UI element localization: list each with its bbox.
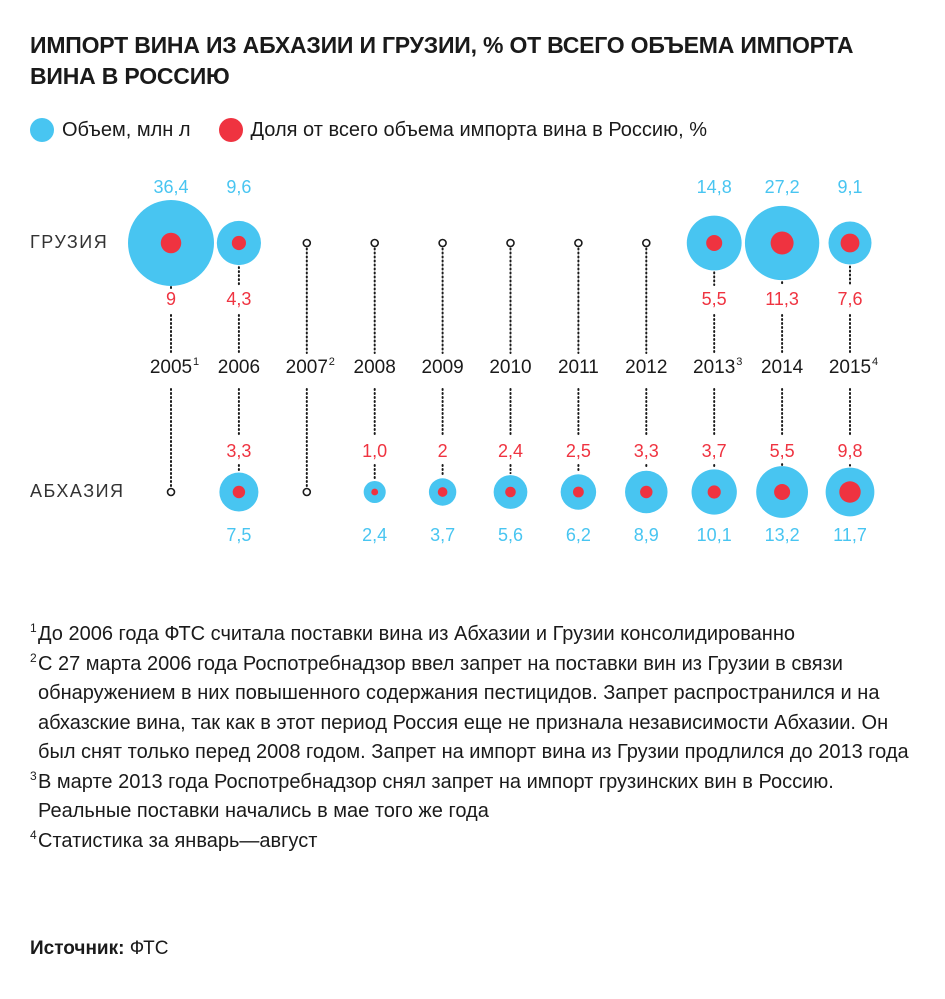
footnote-1-text: До 2006 года ФТС считала поставки вина из Абхазии и Грузии консолидированно: [38, 623, 795, 645]
share-bubble: [706, 235, 722, 251]
footnote-2: [30, 650, 910, 768]
footnote-4-number: 4: [30, 827, 37, 842]
volume-value-label: 36,4: [153, 177, 189, 197]
share-bubble: [774, 484, 790, 500]
volume-value-label: 3,7: [430, 525, 456, 545]
legend-volume-swatch: [30, 118, 54, 142]
chart-title: ИМПОРТ ВИНА ИЗ АБХАЗИИ И ГРУЗИИ, % ОТ ВСЕГО ОБЪЕМА ИМПОРТА ВИНА В РОССИЮ: [30, 32, 854, 89]
share-bubble: [771, 232, 794, 255]
volume-value-label: 9,6: [226, 177, 252, 197]
empty-marker: [575, 240, 582, 247]
year-footnote-mark: 2: [328, 356, 335, 368]
volume-value-label: 5,6: [497, 525, 524, 545]
legend: [30, 118, 735, 142]
share-bubble: [161, 233, 182, 254]
share-value-label: 11,3: [765, 289, 799, 309]
volume-value-label: 9,1: [837, 177, 863, 197]
footnote-4: [30, 827, 910, 857]
year-label: 2006: [217, 357, 261, 378]
year-label: 2005: [149, 357, 193, 378]
share-value-label: 2,5: [565, 441, 591, 461]
share-bubble: [505, 487, 516, 498]
volume-value-label: 14,8: [696, 177, 732, 197]
year-label: 2012: [625, 357, 668, 378]
share-bubble: [438, 487, 448, 497]
empty-marker: [303, 489, 310, 496]
share-value-label: 9,8: [837, 441, 863, 461]
footnote-1: [30, 620, 910, 650]
share-value-label: 9: [165, 289, 177, 309]
volume-value-label: 2,4: [362, 525, 388, 545]
source: [30, 938, 168, 960]
empty-marker: [371, 240, 378, 247]
volume-value-label: 27,2: [764, 177, 800, 197]
volume-value-label: 8,9: [633, 525, 659, 545]
share-value-label: 2: [437, 441, 448, 461]
legend-item-volume: [30, 118, 191, 142]
empty-marker: [643, 240, 650, 247]
share-bubble: [573, 487, 584, 498]
share-bubble: [839, 481, 860, 502]
legend-share-swatch: [219, 118, 243, 142]
footnote-3-number: 3: [30, 768, 37, 783]
footnote-3-text: В марте 2013 года Роспотребнадзор снял запрет на импорт грузинских вин в Россию. Реальные поставки начались в мае того же года: [38, 770, 834, 822]
year-label: 2015: [828, 357, 872, 378]
bubble-chart: [0, 165, 945, 585]
share-value-label: 5,5: [701, 289, 727, 309]
share-value-label: 2,4: [497, 441, 524, 461]
volume-value-label: 10,1: [696, 525, 732, 545]
year-label: 2011: [557, 357, 599, 378]
footnote-1-number: 1: [30, 621, 37, 635]
empty-marker: [507, 240, 514, 247]
year-footnote-mark: 3: [736, 356, 743, 368]
footnotes: [30, 620, 910, 856]
share-value-label: 3,3: [226, 441, 252, 461]
year-label: 2010: [489, 357, 532, 378]
footnote-4-text: Статистика за январь—август: [38, 829, 318, 852]
legend-share-label: Доля от всего объема импорта вина в Россию, %: [250, 118, 707, 141]
share-bubble: [371, 489, 378, 496]
share-bubble: [841, 234, 860, 253]
empty-marker: [168, 489, 175, 496]
year-footnote-mark: 1: [193, 356, 200, 368]
year-label: 2009: [421, 357, 464, 378]
year-label: 2008: [353, 357, 396, 378]
footnote-3: [30, 768, 910, 827]
footnote-2-number: 2: [30, 650, 37, 665]
share-value-label: 3,7: [701, 441, 727, 461]
empty-marker: [439, 240, 446, 247]
year-label: 2007: [285, 357, 328, 378]
share-bubble: [708, 485, 721, 498]
volume-value-label: 13,2: [764, 525, 800, 545]
volume-value-label: 7,5: [226, 525, 252, 545]
share-value-label: 3,3: [633, 441, 659, 461]
row-label: ГРУЗИЯ: [30, 232, 109, 252]
volume-value-label: 6,2: [565, 525, 591, 545]
legend-volume-label: Объем, млн л: [62, 118, 191, 141]
share-value-label: 1,0: [362, 441, 388, 461]
share-bubble: [233, 486, 245, 498]
share-value-label: 5,5: [769, 441, 795, 461]
year-footnote-mark: 4: [872, 356, 879, 368]
source-label: Источник:: [30, 938, 125, 959]
year-label: 2013: [693, 357, 736, 378]
legend-item-share: [219, 118, 707, 142]
row-label: АБХАЗИЯ: [30, 481, 125, 501]
share-bubble: [640, 486, 652, 498]
share-value-label: 7,6: [837, 289, 863, 309]
year-label: 2014: [760, 357, 804, 378]
source-value: ФТС: [129, 938, 169, 959]
empty-marker: [303, 240, 310, 247]
share-value-label: 4,3: [226, 289, 252, 309]
share-bubble: [232, 236, 246, 250]
footnote-2-text: С 27 марта 2006 года Роспотребнадзор ввел запрет на поставки вин из Грузии в связи обнаружением в них повышенного содержания пестицидов. Запрет распространился и на абхазские вина, так как в этот период Россия еще не признала независимости Абхазии. Он был снят только перед 2008 годом. Запрет на импорт вина из Грузии продлился до 2013 года: [38, 652, 909, 763]
volume-value-label: 11,7: [833, 525, 867, 545]
